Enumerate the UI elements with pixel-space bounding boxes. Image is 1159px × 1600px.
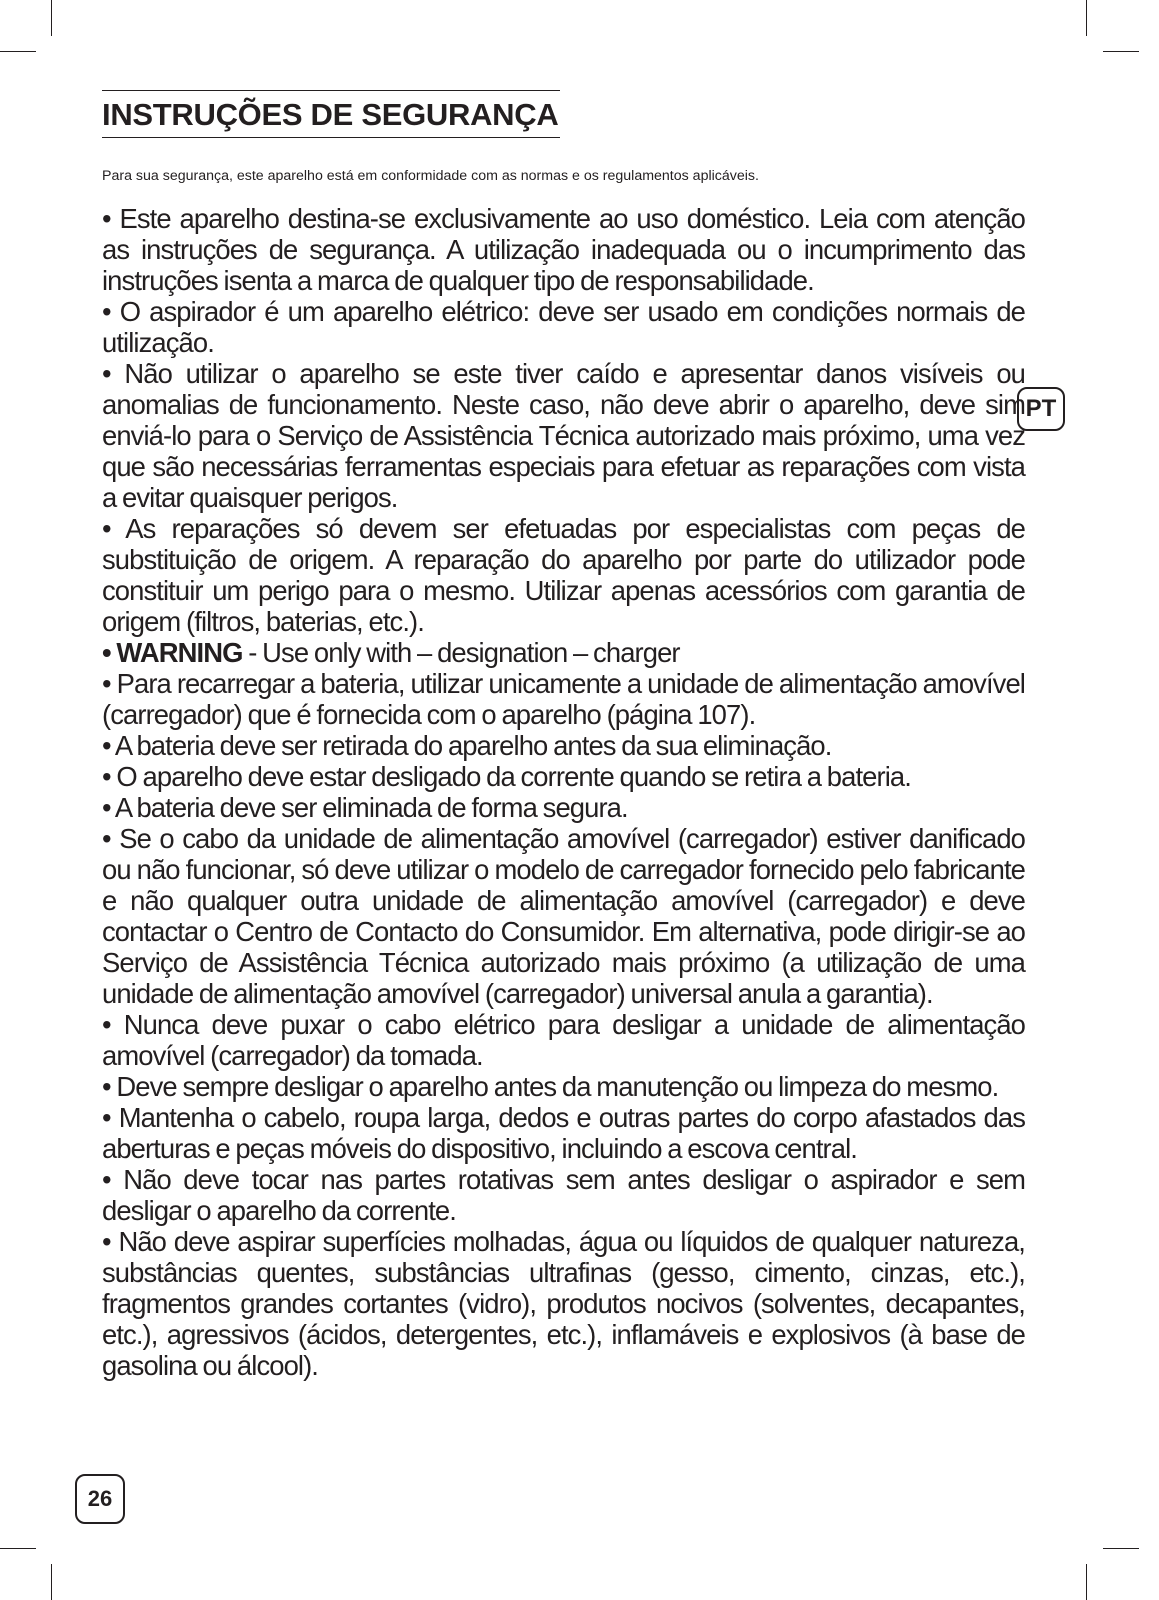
list-item <box>102 1071 1025 1102</box>
title-block <box>102 90 560 138</box>
item-text: Para recarregar a bateria, utilizar unicamente a unidade de alimentação amovível (carregador) que é fornecida com o aparelho (página 107). <box>102 668 1025 730</box>
bullet-icon: • <box>102 296 111 327</box>
list-item <box>102 203 1025 296</box>
page-title: INSTRUÇÕES DE SEGURANÇA <box>102 97 559 132</box>
list-item <box>102 1226 1025 1381</box>
list-item <box>102 1164 1025 1226</box>
bullet-icon: • <box>102 1102 111 1133</box>
list-item <box>102 358 1025 513</box>
item-text: A bateria deve ser eliminada de forma segura. <box>110 792 628 823</box>
list-item <box>102 1009 1025 1071</box>
crop-mark <box>0 51 36 52</box>
list-item <box>102 668 1025 730</box>
item-text: O aspirador é um aparelho elétrico: deve ser usado em condições normais de utilização. <box>102 296 1025 358</box>
bullet-icon: • <box>102 1164 111 1195</box>
bullet-icon: • <box>102 792 111 823</box>
warning-item <box>102 637 1025 668</box>
list-item <box>102 792 1025 823</box>
crop-mark <box>51 1564 52 1600</box>
item-text: O aparelho deve estar desligado da corrente quando se retira a bateria. <box>110 761 911 792</box>
crop-mark <box>51 0 52 36</box>
list-item <box>102 761 1025 792</box>
crop-mark <box>1086 0 1087 36</box>
bullet-icon: • <box>102 668 111 699</box>
list-item <box>102 296 1025 358</box>
bullet-icon: • <box>102 1009 111 1040</box>
safety-instructions <box>102 203 1025 1381</box>
item-text: Este aparelho destina-se exclusivamente ao uso doméstico. Leia com atenção as instruções de segurança. A utilização inadequada ou o incumprimento das instruções isenta a marca de qualquer tipo de responsabilidade. <box>102 203 1025 296</box>
bullet-icon: • <box>102 637 111 668</box>
bullet-icon: • <box>102 1226 111 1257</box>
bullet-icon: • <box>102 358 111 389</box>
warning-text: - Use only with – designation – charger <box>242 637 680 668</box>
item-text: Não deve aspirar superfícies molhadas, água ou líquidos de qualquer natureza, substâncias quentes, substâncias ultrafinas (gesso, cimento, cinzas, etc.), fragmentos grandes cortantes (vidro), produtos nocivos (solventes, decapantes, etc.), agressivos (ácidos, detergentes, etc.), inflamáveis e explosivos (à base de gasolina ou álcool). <box>102 1226 1025 1381</box>
bullet-icon: • <box>102 730 111 761</box>
crop-mark <box>1103 51 1139 52</box>
intro-text: Para sua segurança, este aparelho está em conformidade com as normas e os regulamentos aplicáveis. <box>102 168 759 184</box>
item-text: Não utilizar o aparelho se este tiver caído e apresentar danos visíveis ou anomalias de funcionamento. Neste caso, não deve abrir o aparelho, deve sim enviá-lo para o Serviço de Assistência Técnica autorizado mais próximo, uma vez que são necessárias ferramentas especiais para efetuar as reparações com vista a evitar quaisquer perigos. <box>102 358 1025 513</box>
list-item <box>102 730 1025 761</box>
bullet-icon: • <box>102 823 111 854</box>
crop-mark <box>0 1548 36 1549</box>
item-text: Nunca deve puxar o cabo elétrico para desligar a unidade de alimentação amovível (carregador) da tomada. <box>102 1009 1025 1071</box>
list-item <box>102 1102 1025 1164</box>
item-text: Se o cabo da unidade de alimentação amovível (carregador) estiver danificado ou não funcionar, só deve utilizar o modelo de carregador fornecido pelo fabricante e não qualquer outra unidade de alimentação amovível (carregador) e deve contactar o Centro de Contacto do Consumidor. Em alternativa, pode dirigir-se ao Serviço de Assistência Técnica autorizado mais próximo (a utilização de uma unidade de alimentação amovível (carregador) universal anula a garantia). <box>102 823 1025 1009</box>
list-item <box>102 823 1025 1009</box>
crop-mark <box>1103 1548 1139 1549</box>
bullet-icon: • <box>102 761 111 792</box>
warning-label: WARNING <box>116 637 243 668</box>
item-text: Não deve tocar nas partes rotativas sem antes desligar o aspirador e sem desligar o aparelho da corrente. <box>102 1164 1025 1226</box>
bullet-icon: • <box>102 513 111 544</box>
page-number: 26 <box>75 1474 125 1524</box>
item-text: A bateria deve ser retirada do aparelho antes da sua eliminação. <box>110 730 832 761</box>
language-badge: PT <box>1017 387 1065 431</box>
bullet-icon: • <box>102 203 111 234</box>
item-text: As reparações só devem ser efetuadas por especialistas com peças de substituição de origem. A reparação do aparelho por parte do utilizador pode constituir um perigo para o mesmo. Utilizar apenas acessórios com garantia de origem (filtros, baterias, etc.). <box>102 513 1025 637</box>
item-text: Mantenha o cabelo, roupa larga, dedos e outras partes do corpo afastados das aberturas e peças móveis do dispositivo, incluindo a escova central. <box>102 1102 1025 1164</box>
item-text: Deve sempre desligar o aparelho antes da manutenção ou limpeza do mesmo. <box>110 1071 999 1102</box>
list-item <box>102 513 1025 637</box>
bullet-icon: • <box>102 1071 111 1102</box>
crop-mark <box>1086 1564 1087 1600</box>
